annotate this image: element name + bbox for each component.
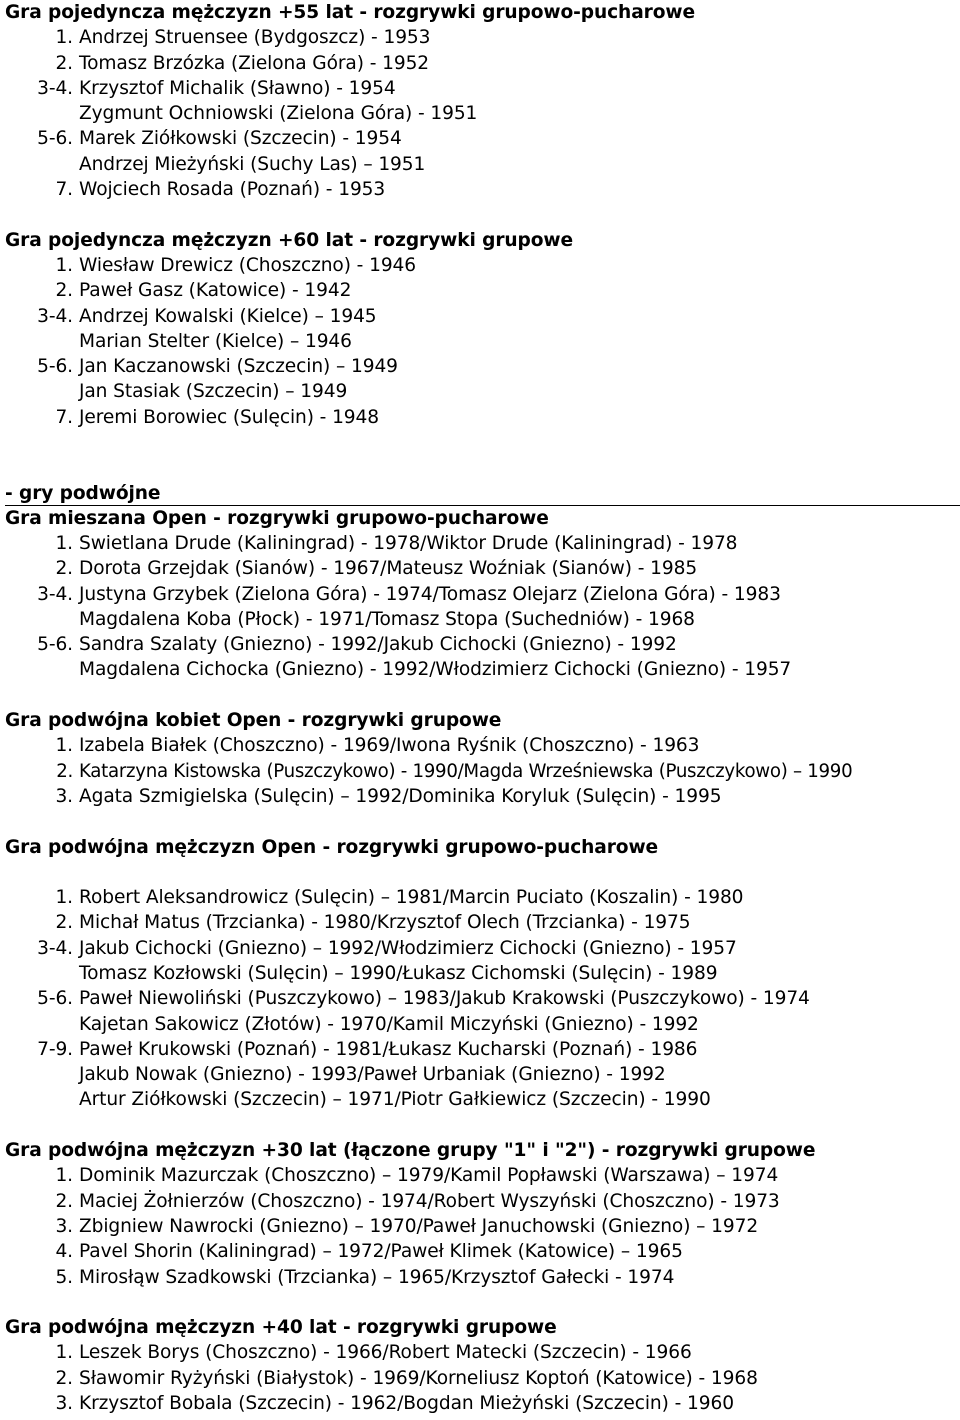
place: 3-4. — [37, 583, 73, 605]
pair: Jakub Cichocki (Gniezno) – 1992/Włodzimierz Cichocki (Gniezno) - 1957 — [79, 937, 737, 959]
result-row — [5, 556, 960, 581]
section-singles-60 — [5, 228, 960, 430]
player: Wojciech Rosada (Poznań) - 1953 — [79, 179, 386, 201]
place: 2. — [55, 280, 73, 302]
pair: Kajetan Sakowicz (Złotów) - 1970/Kamil Miczyński (Gniezno) - 1992 — [79, 1013, 699, 1035]
result-row — [5, 1062, 960, 1087]
player: Krzysztof Michalik (Sławno) - 1954 — [79, 77, 396, 99]
section-heading: Gra podwójna mężczyzn +30 lat (łączone grupy "1" i "2") - rozgrywki grupowe — [5, 1140, 816, 1162]
result-row — [5, 329, 960, 354]
section-men-doubles-30 — [5, 1138, 960, 1290]
pair: Tomasz Kozłowski (Sulęcin) – 1990/Łukasz Cichomski (Sulęcin) - 1989 — [79, 962, 718, 984]
player: Tomasz Brzózka (Zielona Góra) - 1952 — [79, 52, 430, 74]
spacer — [5, 809, 960, 834]
place: 5-6. — [37, 356, 73, 378]
result-row — [5, 51, 960, 76]
place: 2. — [55, 912, 73, 934]
place: 1. — [55, 735, 73, 757]
part-heading-doubles: - gry podwójne — [5, 481, 960, 506]
result-row — [5, 1189, 960, 1214]
player: Andrzej Kowalski (Kielce) – 1945 — [79, 305, 377, 327]
place: 7. — [55, 179, 73, 201]
section-heading: Gra podwójna kobiet Open - rozgrywki grupowe — [5, 710, 502, 732]
spacer — [5, 202, 960, 227]
result-row — [5, 1265, 960, 1290]
pair: Katarzyna Kistowska (Puszczykowo) - 1990/Magda Wrześniewska (Puszczykowo) – 1990 — [79, 760, 853, 782]
result-row — [5, 910, 960, 935]
pair: Agata Szmigielska (Sulęcin) – 1992/Dominika Koryluk (Sulęcin) - 1995 — [79, 785, 722, 807]
result-row — [5, 126, 960, 151]
section-heading: Gra pojedyncza mężczyzn +60 lat - rozgrywki grupowe — [5, 229, 574, 251]
pair: Krzysztof Bobala (Szczecin) - 1962/Bogdan Mieżyński (Szczecin) - 1960 — [79, 1393, 734, 1415]
pair: Magdalena Cichocka (Gniezno) - 1992/Włodzimierz Cichocki (Gniezno) - 1957 — [79, 659, 792, 681]
result-row — [5, 1391, 960, 1416]
place: 1. — [55, 1165, 73, 1187]
place: 1. — [55, 1342, 73, 1364]
result-row — [5, 1037, 960, 1062]
pair: Zbigniew Nawrocki (Gniezno) – 1970/Paweł Januchowski (Gniezno) – 1972 — [79, 1215, 759, 1237]
section-men-doubles-open — [5, 835, 960, 1113]
place: 3-4. — [37, 937, 73, 959]
place: 2. — [56, 760, 73, 782]
result-row — [5, 657, 960, 682]
place: 2. — [55, 1367, 73, 1389]
result-row — [5, 986, 960, 1011]
place: 5-6. — [37, 634, 73, 656]
result-row — [5, 733, 960, 758]
result-row — [5, 177, 960, 202]
pair: Dorota Grzejdak (Sianów) - 1967/Mateusz Woźniak (Sianów) - 1985 — [79, 558, 698, 580]
place: 1. — [55, 27, 73, 49]
pair: Magdalena Koba (Płock) - 1971/Tomasz Stopa (Suchedniów) - 1968 — [79, 608, 695, 630]
pair: Paweł Krukowski (Poznań) - 1981/Łukasz Kucharski (Poznań) - 1986 — [79, 1038, 698, 1060]
pair: Dominik Mazurczak (Choszczno) – 1979/Kamil Popławski (Warszawa) – 1974 — [79, 1165, 779, 1187]
spacer — [5, 1290, 960, 1315]
pair: Robert Aleksandrowicz (Sulęcin) – 1981/Marcin Puciato (Koszalin) - 1980 — [79, 887, 744, 909]
place: 1. — [55, 887, 73, 909]
place: 3. — [55, 1393, 73, 1415]
place: 5-6. — [37, 128, 73, 150]
result-row — [5, 885, 960, 910]
place: 5-6. — [37, 988, 73, 1010]
player: Wiesław Drewicz (Choszczno) - 1946 — [79, 254, 417, 276]
spacer — [5, 683, 960, 708]
result-row — [5, 1214, 960, 1239]
result-row — [5, 1163, 960, 1188]
result-row — [5, 1340, 960, 1365]
pair: Sandra Szalaty (Gniezno) - 1992/Jakub Cichocki (Gniezno) - 1992 — [79, 634, 677, 656]
result-row — [5, 784, 960, 809]
section-women-doubles-open — [5, 708, 960, 809]
place: 5. — [55, 1266, 73, 1288]
result-row — [5, 253, 960, 278]
pair: Artur Ziółkowski (Szczecin) – 1971/Piotr Gałkiewicz (Szczecin) - 1990 — [79, 1089, 711, 1111]
result-row — [5, 1087, 960, 1112]
section-heading: Gra podwójna mężczyzn Open - rozgrywki grupowo-pucharowe — [5, 836, 659, 858]
result-row — [5, 101, 960, 126]
section-heading: Gra podwójna mężczyzn +40 lat - rozgrywki grupowe — [5, 1317, 557, 1339]
result-row — [5, 961, 960, 986]
result-row — [5, 759, 960, 784]
result-row — [5, 531, 960, 556]
player: Zygmunt Ochniowski (Zielona Góra) - 1951 — [79, 103, 478, 125]
section-men-doubles-40 — [5, 1315, 960, 1416]
player: Paweł Gasz (Katowice) - 1942 — [79, 280, 352, 302]
place: 3. — [55, 785, 73, 807]
result-row — [5, 25, 960, 50]
pair: Izabela Białek (Choszczno) - 1969/Iwona Ryśnik (Choszczno) - 1963 — [79, 735, 700, 757]
place: 7-9. — [37, 1038, 73, 1060]
result-row — [5, 304, 960, 329]
place: 2. — [55, 558, 73, 580]
result-row — [5, 354, 960, 379]
pair: Swietlana Drude (Kaliningrad) - 1978/Wiktor Drude (Kaliningrad) - 1978 — [79, 532, 738, 554]
place: 4. — [55, 1241, 73, 1263]
place: 1. — [55, 254, 73, 276]
player: Marian Stelter (Kielce) – 1946 — [79, 330, 352, 352]
pair: Mirosłąw Szadkowski (Trzcianka) – 1965/Krzysztof Gałecki - 1974 — [79, 1266, 675, 1288]
result-row — [5, 278, 960, 303]
results-document — [5, 0, 960, 1416]
section-singles-55 — [5, 0, 960, 202]
section-mixed-open — [5, 481, 960, 683]
player: Andrzej Struensee (Bydgoszcz) - 1953 — [79, 27, 431, 49]
result-row — [5, 936, 960, 961]
pair: Maciej Żołnierzów (Choszczno) - 1974/Robert Wyszyński (Choszczno) - 1973 — [79, 1190, 780, 1212]
player: Jeremi Borowiec (Sulęcin) - 1948 — [79, 406, 380, 428]
place: 2. — [55, 1190, 73, 1212]
result-row — [5, 405, 960, 430]
place: 3-4. — [37, 77, 73, 99]
spacer — [5, 1113, 960, 1138]
player: Andrzej Mieżyński (Suchy Las) – 1951 — [79, 153, 426, 175]
result-row — [5, 1012, 960, 1037]
pair: Pavel Shorin (Kaliningrad) – 1972/Paweł Klimek (Katowice) – 1965 — [79, 1241, 683, 1263]
result-row — [5, 1239, 960, 1264]
section-heading: Gra mieszana Open - rozgrywki grupowo-pucharowe — [5, 507, 549, 529]
result-row — [5, 582, 960, 607]
place: 2. — [55, 52, 73, 74]
player: Jan Kaczanowski (Szczecin) – 1949 — [79, 356, 398, 378]
result-row — [5, 76, 960, 101]
result-row — [5, 152, 960, 177]
pair: Justyna Grzybek (Zielona Góra) - 1974/Tomasz Olejarz (Zielona Góra) - 1983 — [79, 583, 781, 605]
result-row — [5, 1366, 960, 1391]
player: Jan Stasiak (Szczecin) – 1949 — [79, 381, 348, 403]
place: 1. — [55, 532, 73, 554]
pair: Jakub Nowak (Gniezno) - 1993/Paweł Urbaniak (Gniezno) - 1992 — [79, 1064, 666, 1086]
player: Marek Ziółkowski (Szczecin) - 1954 — [79, 128, 402, 150]
pair: Leszek Borys (Choszczno) - 1966/Robert Matecki (Szczecin) - 1966 — [79, 1342, 692, 1364]
result-row — [5, 607, 960, 632]
result-row — [5, 632, 960, 657]
result-row — [5, 379, 960, 404]
place: 7. — [55, 406, 73, 428]
section-heading: Gra pojedyncza mężczyzn +55 lat - rozgrywki grupowo-pucharowe — [5, 2, 695, 23]
pair: Paweł Niewoliński (Puszczykowo) – 1983/Jakub Krakowski (Puszczykowo) - 1974 — [79, 988, 810, 1010]
place: 3. — [55, 1215, 73, 1237]
pair: Michał Matus (Trzcianka) - 1980/Krzysztof Olech (Trzcianka) - 1975 — [79, 912, 691, 934]
spacer — [5, 860, 960, 885]
spacer — [5, 430, 960, 481]
place: 3-4. — [37, 305, 73, 327]
pair: Sławomir Ryżyński (Białystok) - 1969/Korneliusz Koptoń (Katowice) - 1968 — [79, 1367, 758, 1389]
